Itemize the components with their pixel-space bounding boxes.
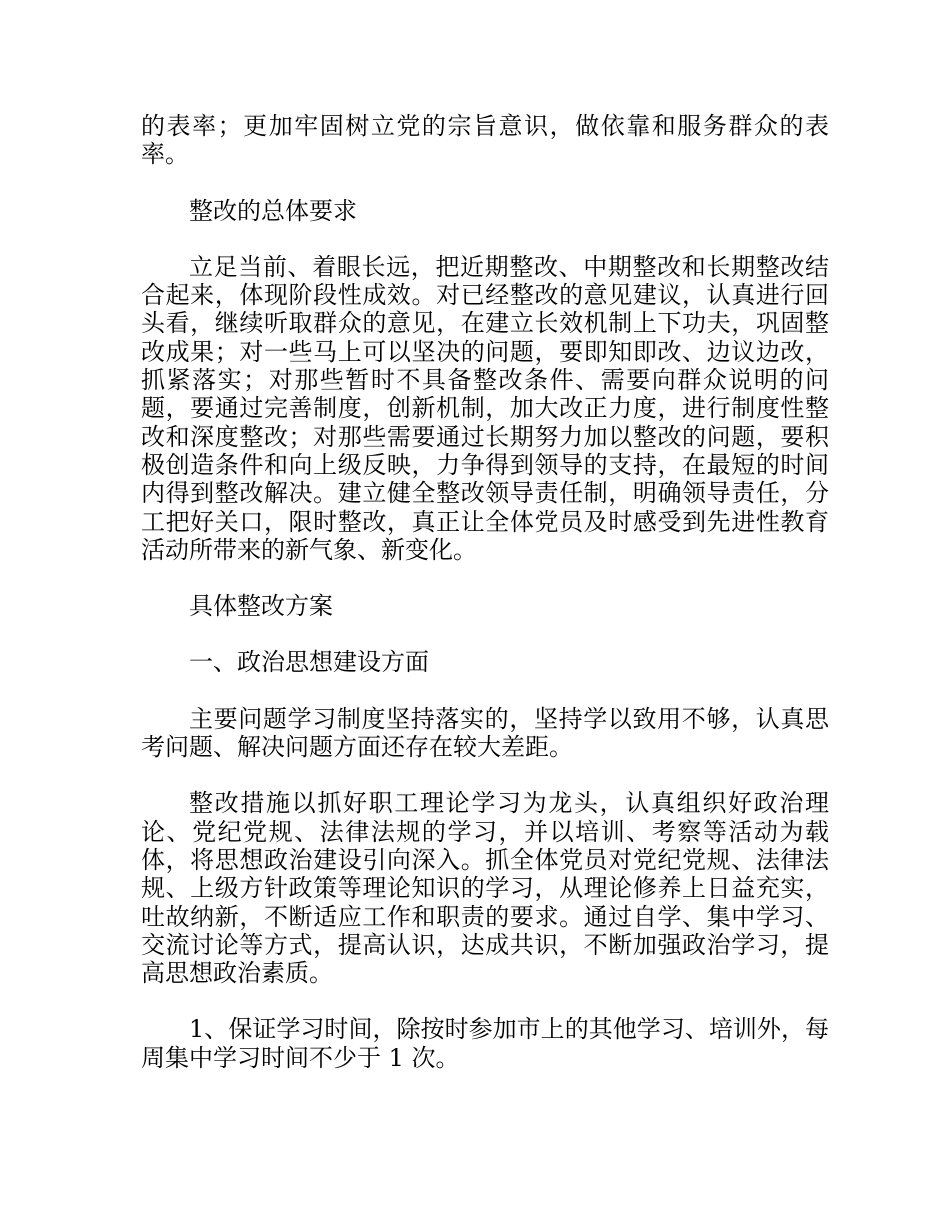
paragraph-continuation: 的表率；更加牢固树立党的宗旨意识，做依靠和服务群众的表率。: [141, 112, 829, 169]
paragraph-rectification-measures: 整改措施以抓好职工理论学习为龙头，认真组织好政治理论、党纪党规、法律法规的学习，并以培训、考察等活动为载体，将思想政治建设引向深入。抓全体党员对党纪党规、法律法规、上级方针政策等理论知识的学习，从理论修养上日益充实，吐故纳新，不断适应工作和职责的要求。通过自学、集中学习、交流讨论等方式，提高认识，达成共识，不断加强政治学习，提高思想政治素质。: [141, 789, 829, 988]
paragraph-overall-requirements: 立足当前、着眼长远，把近期整改、中期整改和长期整改结合起来，体现阶段性成效。对已经整改的意见建议，认真进行回头看，继续听取群众的意见，在建立长效机制上下功夫，巩固整改成果；对一些马上可以坚决的问题，要即知即改、边议边改，抓紧落实；对那些暂时不具备整改条件、需要向群众说明的问题，要通过完善制度，创新机制，加大改正力度，进行制度性整改和深度整改；对那些需要通过长期努力加以整改的问题，要积极创造条件和向上级反映，力争得到领导的支持，在最短的时间内得到整改解决。建立健全整改领导责任制，明确领导责任，分工把好关口，限时整改，真正让全体党员及时感受到先进性教育活动所带来的新气象、新变化。: [141, 252, 829, 564]
paragraph-main-problems: 主要问题学习制度坚持落实的，坚持学以致用不够，认真思考问题、解决问题方面还存在较大差距。: [141, 704, 829, 762]
section-heading-political-ideology: 一、政治思想建设方面: [189, 648, 429, 677]
section-heading-overall-requirements: 整改的总体要求: [189, 196, 357, 225]
section-heading-specific-plan: 具体整改方案: [189, 592, 333, 621]
paragraph-item-1: 1、保证学习时间，除按时参加市上的其他学习、培训外，每周集中学习时间不少于 1 次。: [141, 1015, 829, 1072]
document-body: [141, 112, 829, 1100]
